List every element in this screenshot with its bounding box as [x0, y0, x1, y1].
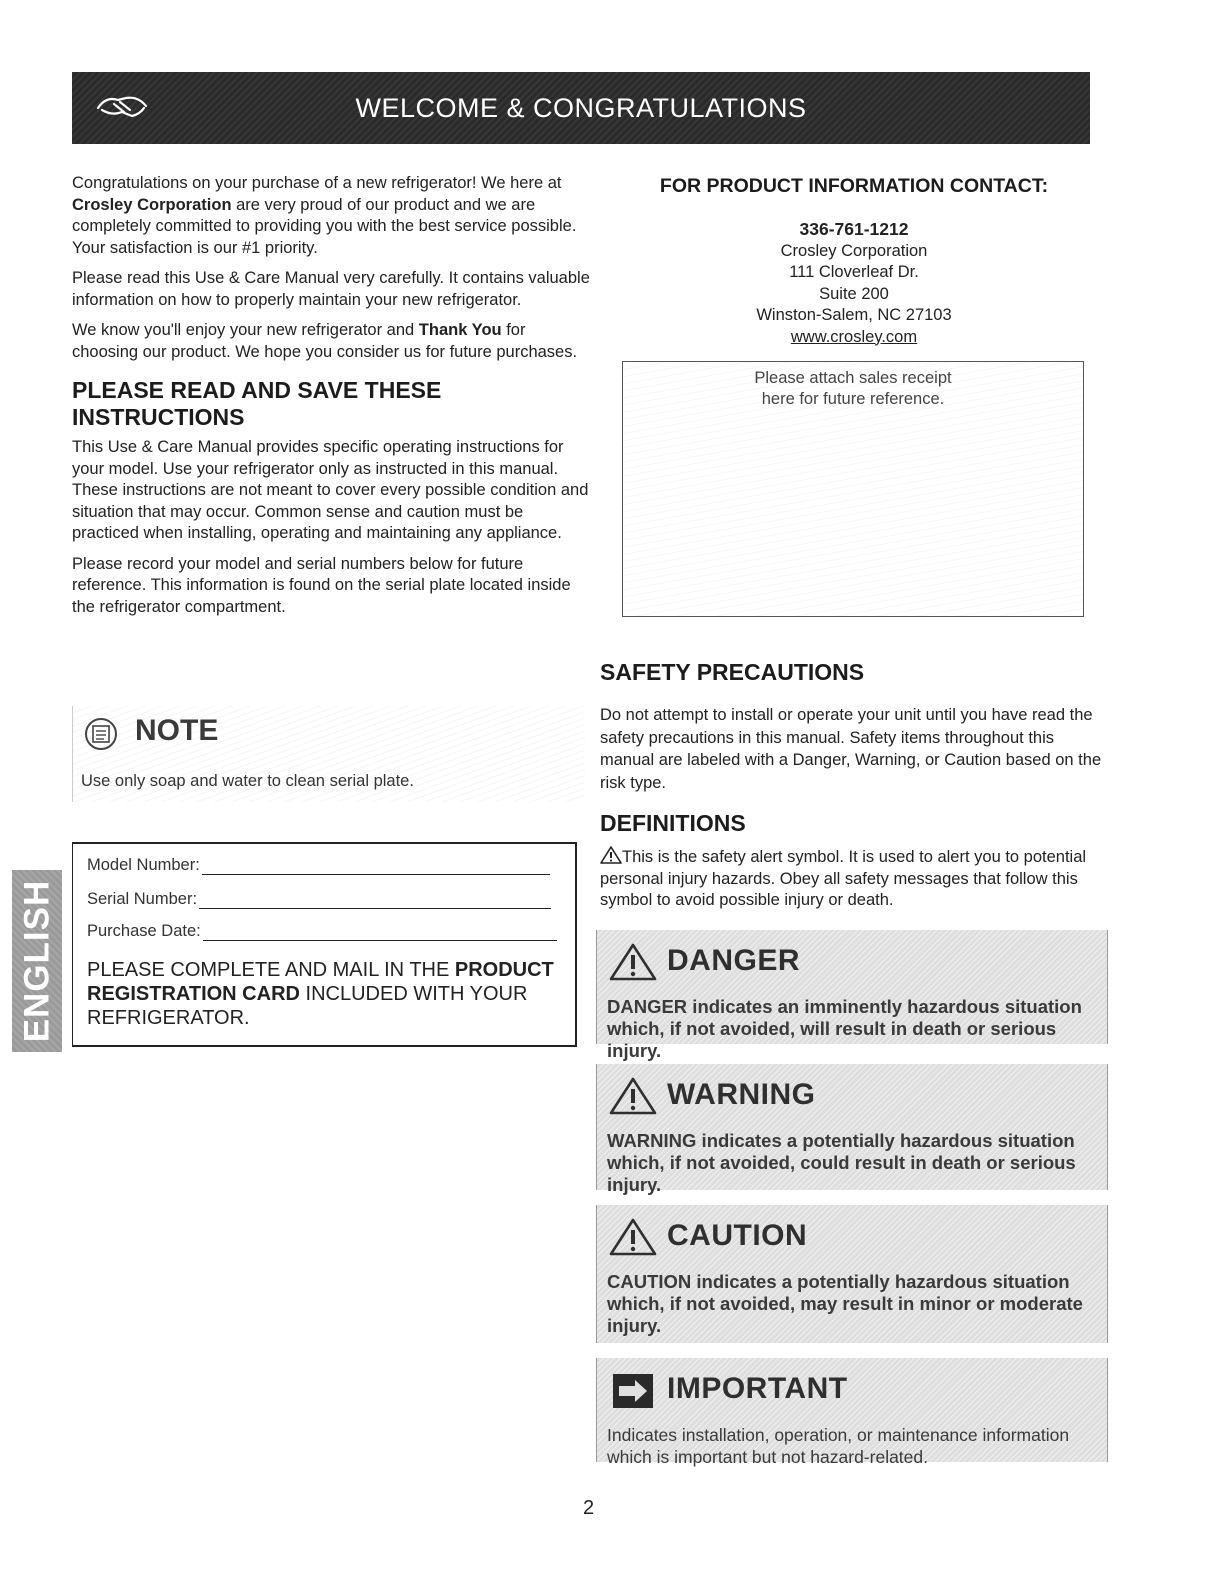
contact-street: 111 Cloverleaf Dr. [789, 263, 919, 281]
left-column [72, 173, 592, 627]
safety-precautions-heading: SAFETY PRECAUTIONS [600, 659, 865, 685]
contact-city: Winston-Salem, NC 27103 [756, 306, 952, 324]
intro-paragraph: We know you'll enjoy your new refrigerator and Thank You for choosing our product. We hope you consider us for future purchases. [72, 321, 578, 361]
model-number-field[interactable] [202, 858, 550, 875]
note-title: NOTE [135, 714, 219, 747]
language-tab [12, 870, 62, 1052]
caution-text: CAUTION indicates a potentially hazardous situation which, if not avoided, may result in minor or moderate injury. [607, 1271, 1083, 1336]
handshake-icon [92, 86, 152, 126]
safety-alert-icon [600, 846, 622, 864]
definitions-text: This is the safety alert symbol. It is used to alert you to potential personal injury hazards. Obey all safety messages that follow this symbol to avoid possible injury or death. [600, 848, 1087, 909]
danger-box [596, 930, 1108, 1061]
warning-title: WARNING [667, 1078, 816, 1111]
page-title: WELCOME & CONGRATULATIONS [355, 92, 807, 123]
arrow-right-icon [609, 1370, 661, 1410]
important-text: Indicates installation, operation, or maintenance information which is important but not hazard-related. [607, 1425, 1070, 1467]
intro-paragraph: Please read this Use & Care Manual very carefully. It contains valuable information on how to properly maintain your new refrigerator. [72, 269, 590, 309]
instructions-paragraph: This Use & Care Manual provides specific operating instructions for your model. Use your refrigerator only as instructed in this manual. These instructions are not meant to cover every possible condition and situation that may occur. Common sense and caution must be practiced when installing, operating and maintaining any appliance. [72, 438, 589, 542]
danger-title: DANGER [667, 944, 801, 977]
safety-alert-icon [609, 1076, 661, 1116]
note-icon [83, 716, 119, 752]
receipt-instruction: Please attach sales receipt here for future reference. [754, 369, 952, 408]
purchase-date-label: Purchase Date: [87, 922, 201, 940]
contact-block [600, 219, 1108, 348]
note-box [72, 706, 585, 802]
purchase-date-field[interactable] [203, 924, 557, 941]
caution-title: CAUTION [667, 1219, 808, 1252]
contact-phone: 336-761-1212 [799, 219, 909, 239]
header-banner [72, 72, 1090, 144]
serial-number-field[interactable] [199, 892, 551, 909]
safety-precautions-text: Do not attempt to install or operate your unit until you have read the safety precautions in this manual. Safety items throughout this manual are labeled with a Danger, Warning, or Caution based on the risk type. [600, 706, 1102, 792]
page-number: 2 [583, 1497, 595, 1519]
contact-heading: FOR PRODUCT INFORMATION CONTACT: [659, 175, 1049, 197]
contact-company: Crosley Corporation [780, 241, 928, 260]
language-tab-label: ENGLISH [17, 879, 57, 1043]
important-box [596, 1358, 1108, 1467]
contact-website-link[interactable]: www.crosley.com [790, 327, 918, 346]
serial-number-label: Serial Number: [87, 890, 198, 908]
model-number-label: Model Number: [87, 856, 200, 874]
purchase-date-line [87, 922, 557, 941]
warning-text: WARNING indicates a potentially hazardous situation which, if not avoided, could result in death or serious injury. [607, 1130, 1076, 1195]
danger-text: DANGER indicates an imminently hazardous situation which, if not avoided, will result in death or serious injury. [607, 996, 1082, 1061]
contact-suite: Suite 200 [819, 284, 889, 303]
safety-alert-icon [609, 942, 661, 982]
definitions-heading: DEFINITIONS [600, 810, 746, 836]
intro-paragraph: Congratulations on your purchase of a new refrigerator! We here at Crosley Corporation are very proud of our product and we are completely committed to providing you with the best service possible. Your satisfaction is our #1 priority. [72, 174, 577, 257]
save-instructions-heading: PLEASE READ AND SAVE THESE INSTRUCTIONS [72, 377, 442, 430]
sales-receipt-box [622, 361, 1084, 617]
model-number-line [87, 856, 550, 875]
record-numbers-paragraph: Please record your model and serial numbers below for future reference. This information is found on the serial plate located inside the refrigerator compartment. [72, 554, 571, 616]
warning-box [596, 1064, 1108, 1195]
serial-number-line [87, 890, 551, 909]
important-title: IMPORTANT [667, 1372, 848, 1405]
product-record-box [72, 842, 577, 1047]
safety-alert-icon [609, 1217, 661, 1257]
caution-box [596, 1205, 1108, 1343]
registration-instruction: PLEASE COMPLETE AND MAIL IN THE PRODUCT REGISTRATION CARD INCLUDED WITH YOUR REFRIGERATOR. [87, 959, 554, 1029]
note-text: Use only soap and water to clean serial plate. [81, 772, 414, 790]
